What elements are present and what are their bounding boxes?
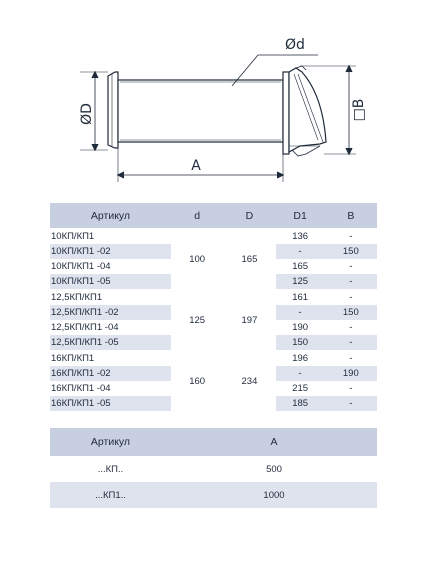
hood-cover (289, 68, 326, 152)
cell-article: 10КП/КП1 (50, 229, 171, 245)
cell-B: - (325, 290, 377, 306)
tube-body (118, 80, 283, 142)
cell-B: - (349, 322, 353, 333)
hood-frame (283, 72, 289, 154)
cell-article: 16КП/КП1 (50, 351, 171, 367)
cell-D1: 136 (276, 229, 325, 245)
cell-B: 150 (325, 305, 377, 320)
label-D: ØD (79, 103, 95, 125)
cell-article: ...КП1.. (50, 482, 171, 508)
cell-D: 197 (223, 290, 275, 351)
col-header-B: B (325, 203, 377, 229)
cell-d: 100 (171, 229, 223, 290)
length-table (50, 428, 377, 508)
label-d: Ød (285, 37, 305, 53)
cell-D1: - (276, 305, 325, 320)
table-row (50, 351, 377, 367)
cell-article: 16КП/КП1 -05 (50, 396, 171, 411)
cell-A: 1000 (171, 482, 377, 508)
cell-D: 234 (223, 351, 275, 412)
cell-B: - (349, 383, 353, 394)
cell-D1: 125 (276, 274, 325, 290)
table-row (50, 290, 377, 306)
cell-D1: 215 (292, 383, 309, 394)
flange-left (108, 72, 118, 148)
cell-B: - (325, 396, 377, 411)
cell-B: - (325, 274, 377, 290)
label-B: □B (351, 98, 367, 122)
col-header-D: D (223, 203, 275, 229)
table-row (50, 456, 377, 482)
cell-D: 165 (223, 229, 275, 290)
col-header-article: Артикул (50, 203, 171, 229)
cell-D1: - (276, 366, 325, 381)
col-header-d: d (171, 203, 223, 229)
col-header-article: Артикул (50, 428, 171, 456)
table-row (50, 229, 377, 245)
cell-D1: - (276, 244, 325, 259)
cell-B: - (325, 229, 377, 245)
cell-article: ...КП.. (97, 463, 124, 475)
label-A: A (191, 158, 201, 174)
spec-table-header (50, 203, 377, 229)
spec-table (50, 203, 377, 411)
cell-B: 150 (325, 244, 377, 259)
cell-article: 16КП/КП1 -04 (51, 383, 111, 394)
col-header-D1: D1 (276, 203, 325, 229)
cell-article: 10КП/КП1 -05 (50, 274, 171, 290)
cell-article: 12,5КП/КП1 -02 (50, 305, 171, 320)
cell-D1: 185 (276, 396, 325, 411)
cell-d: 125 (171, 290, 223, 351)
cell-d: 160 (171, 351, 223, 412)
cell-B: 190 (325, 366, 377, 381)
cell-article: 10КП/КП1 -02 (50, 244, 171, 259)
spec-table-body (50, 229, 377, 412)
cell-article: 10КП/КП1 -04 (51, 261, 111, 272)
cell-article: 16КП/КП1 -02 (50, 366, 171, 381)
cell-A: 500 (266, 463, 282, 475)
cell-B: - (325, 335, 377, 351)
cell-D1: 165 (292, 261, 309, 272)
cell-D1: 161 (276, 290, 325, 306)
product-drawing (0, 0, 428, 200)
cell-D1: 196 (276, 351, 325, 367)
cell-B: - (325, 351, 377, 367)
table-row (50, 482, 377, 508)
cell-article: 12,5КП/КП1 (50, 290, 171, 306)
cell-D1: 190 (292, 322, 309, 333)
cell-D1: 150 (276, 335, 325, 351)
length-table-header (50, 428, 377, 456)
cell-article: 12,5КП/КП1 -04 (51, 322, 119, 333)
cell-article: 12,5КП/КП1 -05 (50, 335, 171, 351)
cell-B: - (349, 261, 353, 272)
col-header-A: A (171, 428, 377, 456)
